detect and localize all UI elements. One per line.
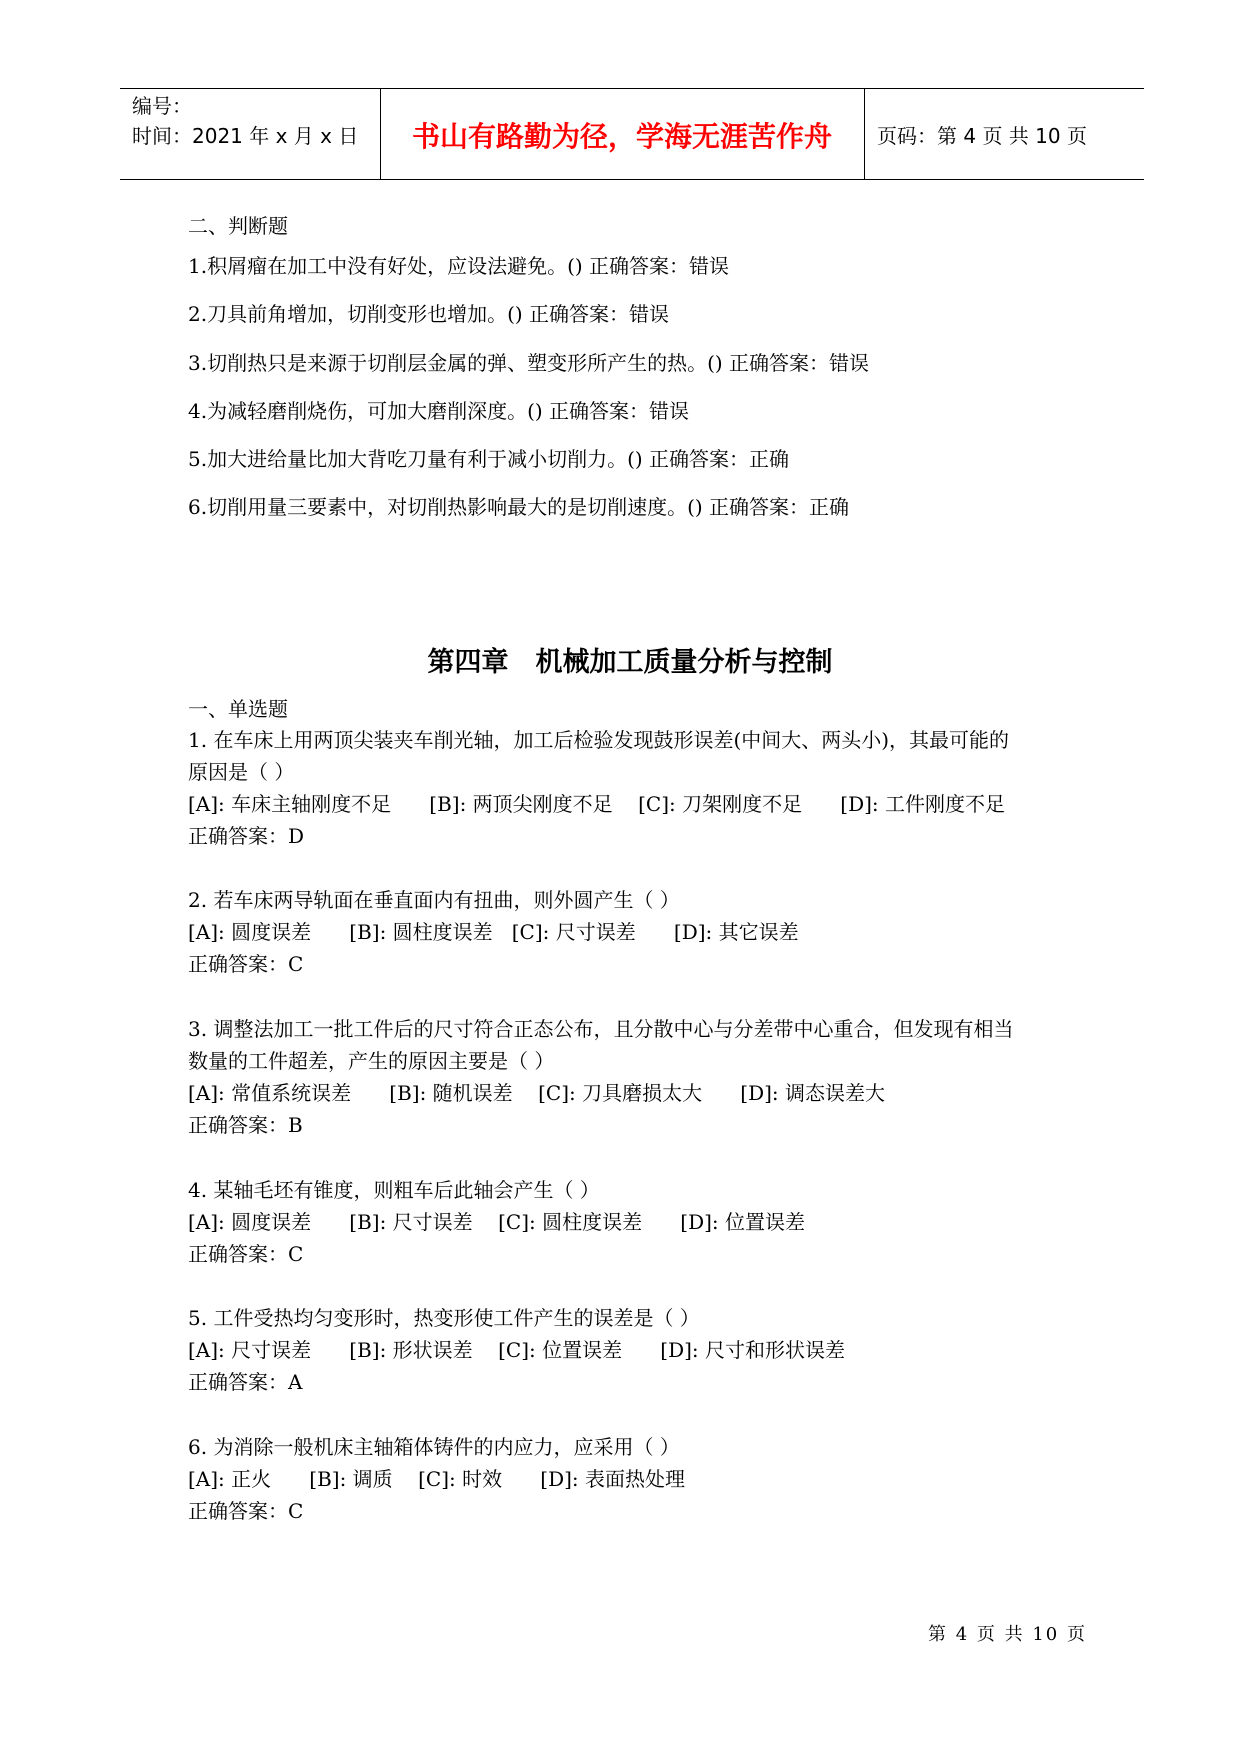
judgment-item: 1.积屑瘤在加工中没有好处，应设法避免。() 正确答案：错误 — [188, 254, 730, 278]
judgment-item: 6.切削用量三要素中，对切削热影响最大的是切削速度。() 正确答案：正确 — [188, 495, 850, 519]
judgment-item: 2.刀具前角增加，切削变形也增加。() 正确答案：错误 — [188, 302, 670, 326]
single-choice-heading: 一、单选题 — [188, 697, 288, 721]
header-bottom-rule — [120, 179, 1144, 180]
question-stem: 数量的工件超差，产生的原因主要是（ ） — [188, 1049, 555, 1073]
question-stem: 3. 调整法加工一批工件后的尺寸符合正态公布，且分散中心与分差带中心重合，但发现有相当 — [188, 1017, 1014, 1041]
question-answer: 正确答案：C — [188, 1242, 304, 1266]
header-meta — [132, 91, 358, 151]
question-stem: 1. 在车床上用两顶尖装夹车削光轴，加工后检验发现鼓形误差(中间大、两头小)，其最可能的 — [188, 728, 1010, 752]
question-options: [A]: 圆度误差 [B]: 尺寸误差 [C]: 圆柱度误差 [D]: 位置误差 — [188, 1210, 806, 1234]
chapter-title: 第四章 机械加工质量分析与控制 — [427, 647, 833, 678]
question-options: [A]: 圆度误差 [B]: 圆柱度误差 [C]: 尺寸误差 [D]: 其它误差 — [188, 920, 799, 944]
question-answer: 正确答案：B — [188, 1113, 303, 1137]
judgment-item: 4.为减轻磨削烧伤，可加大磨削深度。() 正确答案：错误 — [188, 399, 690, 423]
judgment-item: 3.切削热只是来源于切削层金属的弹、塑变形所产生的热。() 正确答案：错误 — [188, 351, 870, 375]
question-options: [A]: 尺寸误差 [B]: 形状误差 [C]: 位置误差 [D]: 尺寸和形状误差 — [188, 1338, 846, 1362]
question-answer: 正确答案：C — [188, 952, 304, 976]
question-answer: 正确答案：D — [188, 824, 305, 848]
question-stem: 4. 某轴毛坯有锥度，则粗车后此轴会产生（ ） — [188, 1178, 600, 1202]
number-label: 编号： — [132, 94, 192, 118]
judgment-heading: 二、判断题 — [188, 214, 288, 238]
question-stem: 6. 为消除一般机床主轴箱体铸件的内应力，应采用（ ） — [188, 1435, 680, 1459]
judgment-item: 5.加大进给量比加大背吃刀量有利于减小切削力。() 正确答案：正确 — [188, 447, 790, 471]
header-top-rule — [120, 88, 1144, 89]
question-options: [A]: 常值系统误差 [B]: 随机误差 [C]: 刀具磨损太大 [D]: 调态误差大 — [188, 1081, 886, 1105]
question-answer: 正确答案：A — [188, 1370, 303, 1394]
question-options: [A]: 正火 [B]: 调质 [C]: 时效 [D]: 表面热处理 — [188, 1467, 686, 1491]
header-divider — [864, 88, 865, 180]
time-label: 时间：2021 年 x 月 x 日 — [132, 124, 359, 148]
question-stem: 2. 若车床两导轨面在垂直面内有扭曲，则外圆产生（ ） — [188, 888, 680, 912]
page-footer: 第 4 页 共 10 页 — [928, 1624, 1087, 1645]
document-header — [120, 88, 1144, 180]
header-motto: 书山有路勤为径，学海无涯苦作舟 — [411, 120, 832, 153]
question-stem: 5. 工件受热均匀变形时，热变形使工件产生的误差是（ ） — [188, 1306, 700, 1330]
question-stem: 原因是（ ） — [188, 760, 295, 784]
header-page-label: 页码：第 4 页 共 10 页 — [877, 124, 1087, 148]
question-answer: 正确答案：C — [188, 1499, 304, 1523]
question-options: [A]: 车床主轴刚度不足 [B]: 两顶尖刚度不足 [C]: 刀架刚度不足 [D]: 工件刚度不足 — [188, 792, 1006, 816]
